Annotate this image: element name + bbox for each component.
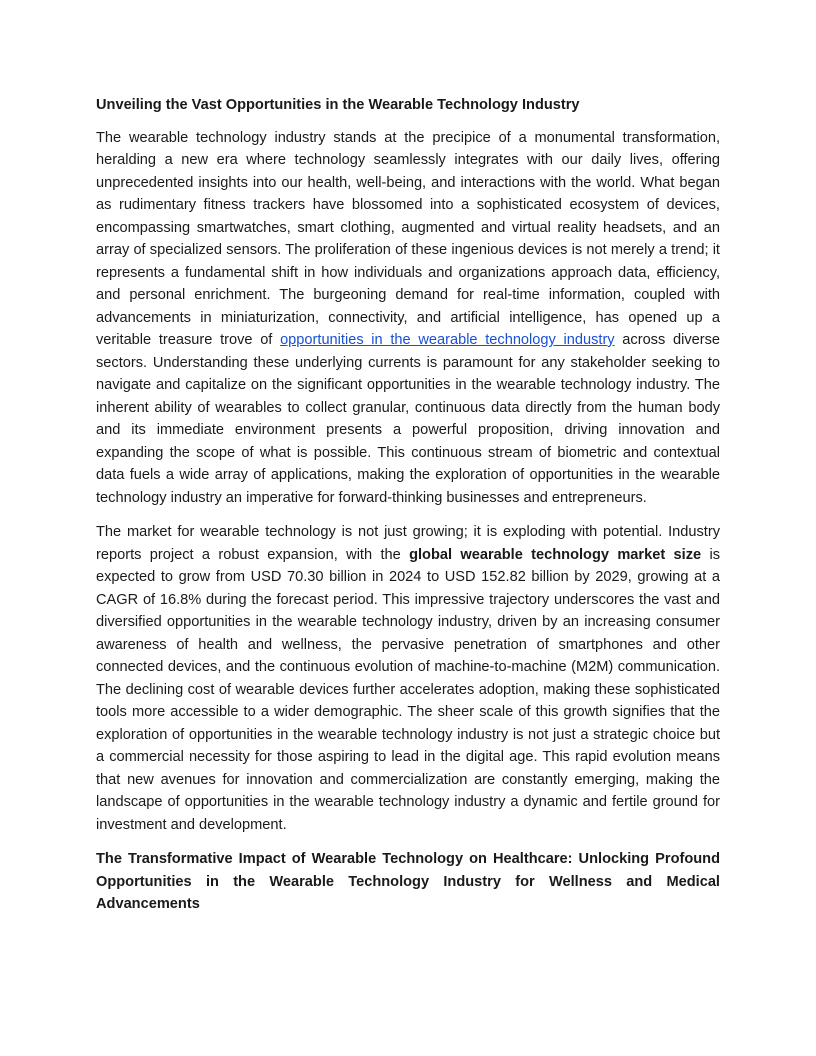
- section-subheading: The Transformative Impact of Wearable Technology on Healthcare: Unlocking Profound Opportunities in the Wearable Technology Industry for Wellness and Medical Advancements: [96, 851, 720, 912]
- document-title: Unveiling the Vast Opportunities in the Wearable Technology Industry: [96, 97, 580, 113]
- paragraph-intro: [96, 127, 720, 510]
- paragraph-intro-text-start: The wearable technology industry stands at the precipice of a monumental transformation, heralding a new era where technology seamlessly integrates with our daily lives, offering unprecedented insights into our health, well-being, and interactions with the world. What began as rudimentary fitness trackers have blossomed into a sophisticated ecosystem of devices, encompassing smartwatches, smart clothing, augmented and virtual reality headsets, and an array of specialized sensors. The proliferation of these ingenious devices is not merely a trend; it represents a fundamental shift in how individuals and organizations approach data, efficiency, and personal enrichment. The burgeoning demand for real-time information, coupled with advancements in miniaturization, connectivity, and artificial intelligence, has opened up a veritable treasure trove of: [96, 129, 720, 348]
- opportunities-link[interactable]: opportunities in the wearable technology industry: [280, 332, 615, 348]
- document-page: [96, 94, 720, 926]
- paragraph-intro-text-end: across diverse sectors. Understanding these underlying currents is paramount for any stakeholder seeking to navigate and capitalize on the significant opportunities in the wearable technology industry. The inherent ability of wearables to collect granular, continuous data directly from the human body and its immediate environment presents a powerful proposition, driving innovation and expanding the scope of what is possible. This continuous stream of biometric and contextual data fuels a wide array of applications, making the exploration of opportunities in the wearable technology industry an imperative for forward-thinking businesses and entrepreneurs.: [96, 332, 721, 506]
- paragraph-market: [96, 521, 720, 836]
- paragraph-market-text-end: is expected to grow from USD 70.30 billion in 2024 to USD 152.82 billion by 2029, growing at a CAGR of 16.8% during the forecast period. This impressive trajectory underscores the vast and diversified opportunities in the wearable technology industry, driven by an increasing consumer awareness of health and wellness, the pervasive penetration of smartphones and other connected devices, and the continuous evolution of machine-to-machine (M2M) communication. The declining cost of wearable devices further accelerates adoption, making these sophisticated tools more accessible to a wider demographic. The sheer scale of this growth signifies that the exploration of opportunities in the wearable technology industry is not just a strategic choice but a commercial necessity for those aspiring to lead in the digital age. This rapid evolution means that new avenues for innovation and commercialization are constantly emerging, making the landscape of opportunities in the wearable technology industry a dynamic and fertile ground for investment and development.: [96, 546, 720, 833]
- market-size-emphasis: global wearable technology market size: [409, 546, 702, 563]
- paragraph-market-text-start: The market for wearable technology is not just growing; it is exploding with potential. Industry reports project a robust expansion, with the: [96, 524, 720, 563]
